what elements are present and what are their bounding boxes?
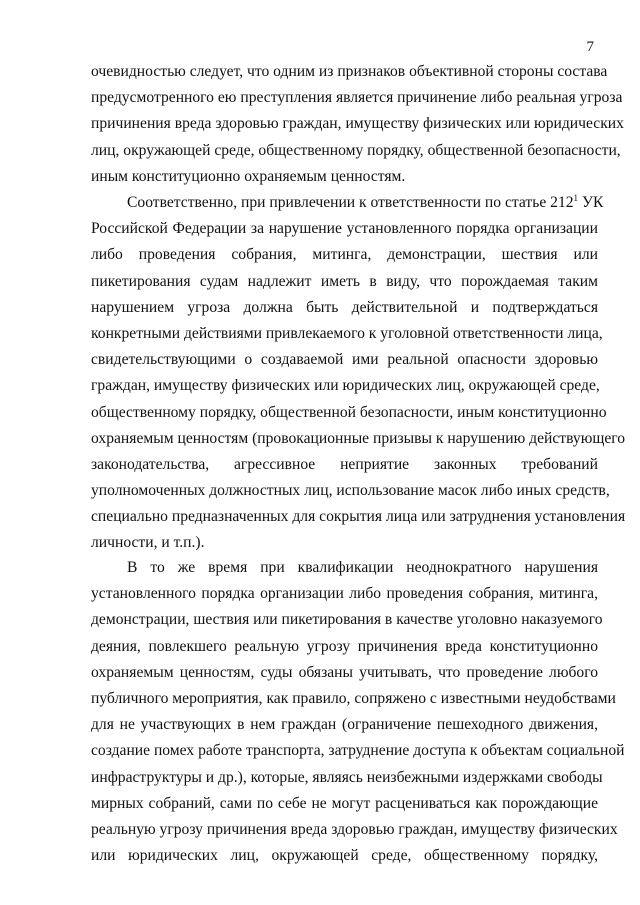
paragraph-2 xyxy=(91,190,626,557)
paragraph-line: специально предназначенных для сокрытия лица или затруднения установления xyxy=(91,508,626,526)
paragraph-line: для не участвующих в нем граждан (ограничение пешеходного движения, xyxy=(91,716,598,734)
paragraph-line: очевидностью следует, что одним из признаков объективной стороны состава xyxy=(91,63,608,80)
paragraph-3 xyxy=(91,555,625,869)
paragraph-line: реальную угрозу причинения вреда здоровью граждан, имуществу физических xyxy=(91,820,618,838)
paragraph-line: уполномоченных должностных лиц, использование масок либо иных средств, xyxy=(91,482,610,500)
paragraph-line: демонстрации, шествия или пикетирования в качестве уголовно наказуемого xyxy=(91,611,603,629)
paragraph-first-line: В то же время при квалификации неоднократного нарушения xyxy=(127,559,598,576)
paragraph-line: либо проведения собрания, митинга, демонстрации, шествия или xyxy=(91,246,598,264)
line-text: Соответственно, при привлечении к ответственности по статье 212 xyxy=(127,194,574,211)
paragraph-line: инфраструктуры и др.), которые, являясь неизбежными издержками свободы xyxy=(91,768,603,786)
paragraph-line: свидетельствующими о создаваемой ими реальной опасности здоровью xyxy=(91,351,598,369)
paragraph-line: деяния, повлекшего реальную угрозу причинения вреда конституционно xyxy=(91,637,598,655)
paragraph-line: публичного мероприятия, как правило, сопряжено с известными неудобствами xyxy=(91,689,616,707)
paragraph-line: охраняемым ценностям (провокационные призывы к нарушению действующего xyxy=(91,429,626,447)
paragraph-line: конкретными действиями привлекаемого к уголовной ответственности лица, xyxy=(91,324,603,342)
line-text-end: УК xyxy=(578,194,604,211)
paragraph-1 xyxy=(91,59,624,190)
page-number: 7 xyxy=(586,39,594,55)
paragraph-line: охраняемым ценностям, суды обязаны учитывать, что проведение любого xyxy=(91,663,598,681)
paragraph-line: законодательства, агрессивное неприятие законных требований xyxy=(91,455,598,473)
article-superscript: 1 xyxy=(573,192,579,203)
paragraph-line: причинения вреда здоровью граждан, имуществу физических или юридических xyxy=(91,115,624,133)
paragraph-line: нарушением угроза должна быть действительной и подтверждаться xyxy=(91,298,598,316)
paragraph-line: мирных собраний, сами по себе не могут расцениваться как порождающие xyxy=(91,794,598,812)
paragraph-line: лиц, окружающей среде, общественному порядку, общественной безопасности, xyxy=(91,141,621,159)
paragraph-line: установленного порядка организации либо проведения собрания, митинга, xyxy=(91,585,598,603)
paragraph-line: граждан, имуществу физических или юридических лиц, окружающей среде, xyxy=(91,377,600,395)
paragraph-line: иным конституционно охраняемым ценностям. xyxy=(91,167,406,185)
paragraph-line: пикетирования судам надлежит иметь в виду, что порождаемая таким xyxy=(91,272,598,290)
paragraph-line: Российской Федерации за нарушение установленного порядка организации xyxy=(91,220,598,238)
paragraph-line: общественному порядку, общественной безопасности, иным конституционно xyxy=(91,403,607,421)
paragraph-line: или юридических лиц, окружающей среде, общественному порядку, xyxy=(91,847,598,865)
paragraph-line: предусмотренного ею преступления является причинение либо реальная угроза xyxy=(91,89,623,107)
paragraph-first-line xyxy=(91,190,604,216)
paragraph-line: личности, и т.п.). xyxy=(91,534,205,552)
paragraph-line: создание помех работе транспорта, затруднение доступа к объектам социальной xyxy=(91,742,625,760)
